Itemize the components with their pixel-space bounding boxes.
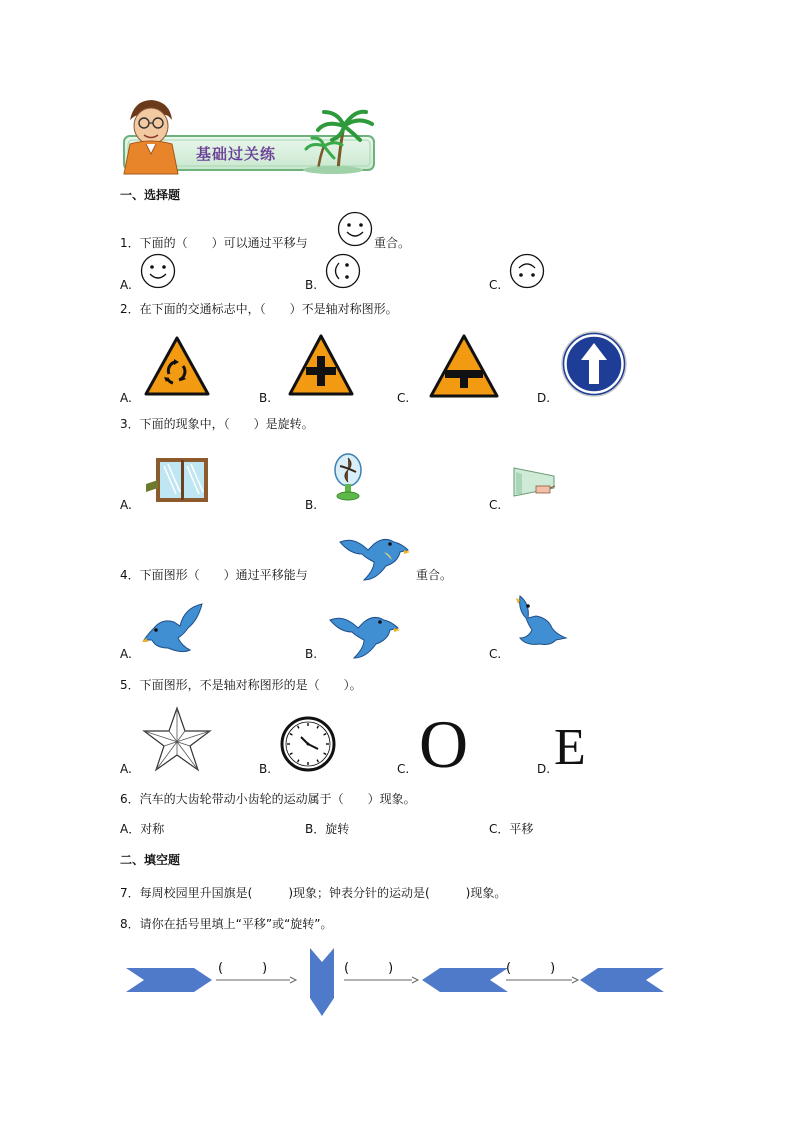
drawer-icon — [512, 466, 556, 505]
q3-option-c[interactable]: C. — [489, 498, 502, 512]
roundabout-sign-icon — [144, 336, 210, 399]
q2-option-b[interactable]: B. — [259, 391, 272, 405]
rotated-smiley-icon — [325, 253, 361, 292]
q3-option-b[interactable]: B. — [305, 498, 318, 512]
q8-blank-3[interactable]: ( ) — [506, 961, 556, 976]
q6-option-c[interactable]: C．平移 — [489, 822, 534, 836]
q6-option-b[interactable]: B．旋转 — [305, 822, 350, 836]
t-junction-sign-icon — [429, 334, 499, 401]
banner — [118, 96, 380, 176]
clock-icon — [280, 716, 336, 775]
q6-stem: 6．汽车的大齿轮带动小齿轮的运动属于（ ）现象。 — [120, 792, 416, 806]
bird-facing-right-icon — [328, 608, 400, 661]
q5-stem: 5．下面图形，不是轴对称图形的是（ ）。 — [120, 678, 362, 692]
q6-option-a[interactable]: A．对称 — [120, 822, 165, 836]
q1-option-a[interactable]: A. — [120, 278, 132, 292]
q4-option-b[interactable]: B. — [305, 647, 318, 661]
q1-option-b[interactable]: B. — [305, 278, 318, 292]
q1-option-c[interactable]: C. — [489, 278, 502, 292]
q4-stem: 4．下面图形（ ）通过平移能与 — [120, 568, 308, 582]
go-straight-sign-icon — [560, 330, 628, 401]
smiley-face-icon — [140, 253, 176, 292]
section-title-choice: 一、选择题 — [120, 188, 181, 202]
sliding-window-icon — [146, 456, 210, 507]
q4-reference-bird-icon — [338, 530, 412, 583]
chevron-left-shape — [422, 968, 508, 992]
q7-stem: 7．每周校园里升国旗是( )现象；钟表分针的运动是( )现象。 — [120, 886, 507, 900]
q8-blank-1[interactable]: ( ) — [218, 961, 268, 976]
q2-stem: 2．在下面的交通标志中，（ ）不是轴对称图形。 — [120, 302, 398, 316]
q4-option-c[interactable]: C. — [489, 647, 502, 661]
q2-option-d[interactable]: D. — [537, 391, 551, 405]
q5-option-b[interactable]: B. — [259, 762, 272, 776]
q5-option-d[interactable]: D. — [537, 762, 551, 776]
electric-fan-icon — [330, 452, 370, 505]
q1-stem-end: 重合。 — [374, 236, 411, 250]
upside-down-smiley-icon — [509, 253, 545, 292]
bird-facing-left-icon — [142, 600, 204, 659]
section-title-fill: 二、填空题 — [120, 853, 181, 867]
banner-title: 基础过关练 — [196, 145, 277, 163]
q8-stem: 8．请你在括号里填上“平移”或“旋转”。 — [120, 917, 333, 931]
crossroad-sign-icon — [288, 334, 354, 399]
banner-art — [118, 96, 380, 176]
letter-e: E — [554, 719, 586, 776]
q3-stem: 3．下面的现象中，（ ）是旋转。 — [120, 417, 314, 431]
chevron-left-shape-2 — [580, 968, 664, 992]
q5-option-c[interactable]: C. — [397, 762, 410, 776]
q1-reference-smiley-icon — [337, 211, 373, 250]
q3-option-a[interactable]: A. — [120, 498, 132, 512]
q4-stem-end: 重合。 — [416, 568, 453, 582]
bird-tilted-icon — [514, 594, 570, 653]
q5-option-a[interactable]: A. — [120, 762, 132, 776]
q8-figure — [124, 948, 668, 1020]
chevron-right-shape — [126, 968, 212, 992]
q2-option-a[interactable]: A. — [120, 391, 132, 405]
chevron-down-shape — [310, 948, 334, 1016]
star-icon — [142, 706, 212, 775]
q4-option-a[interactable]: A. — [120, 647, 132, 661]
q1-stem: 1．下面的（ ）可以通过平移与 — [120, 236, 308, 250]
letter-o: O — [419, 706, 469, 782]
q2-option-c[interactable]: C. — [397, 391, 410, 405]
q8-blank-2[interactable]: ( ) — [344, 961, 394, 976]
